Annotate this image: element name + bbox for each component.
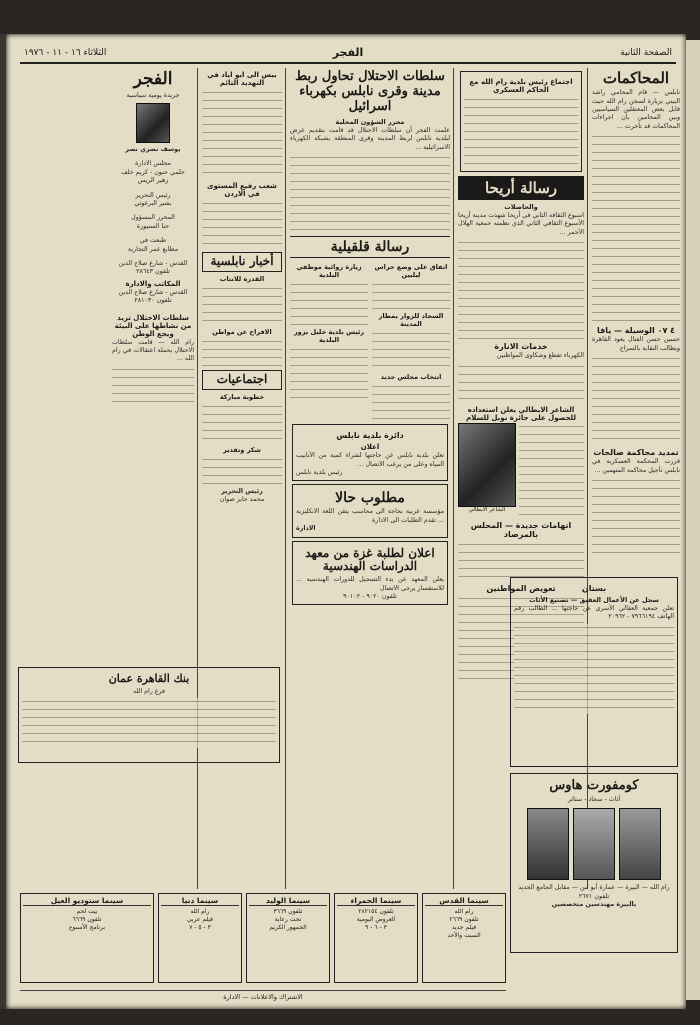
qalqilya-sub3: زيارة روائية موظفي البلدية bbox=[296, 263, 362, 280]
jericho-sub4: تعويض المواطنين bbox=[486, 583, 556, 593]
furniture-illustrations bbox=[514, 808, 674, 880]
cinema-listing bbox=[158, 893, 242, 983]
qalqilya-columns bbox=[290, 260, 450, 421]
furniture-image-3 bbox=[527, 808, 569, 880]
cinema-name: سينما الحمراء bbox=[337, 896, 415, 906]
responsible-editor: المحرر المسؤول حنا السنيورة bbox=[131, 214, 175, 230]
column-rule bbox=[453, 68, 454, 889]
trials-text-block bbox=[592, 133, 680, 323]
qalqilya-text-4 bbox=[290, 346, 368, 402]
admin-label: المكاتب والادارة bbox=[125, 279, 181, 288]
qalqilya-text-5 bbox=[372, 383, 450, 419]
wanted-title: مطلوب حالا bbox=[335, 490, 405, 507]
wanted-body: مؤسسة عربية بحاجة الى محاسب يتقن اللغة الانكليزية ... تقدم الطلبات الى الادارة bbox=[296, 508, 444, 524]
engineering-body: يعلن المعهد عن بدء التسجيل للدورات الهندسية ... للاستفسار يرجى الاتصال bbox=[296, 576, 444, 592]
trials-text-block-3 bbox=[592, 477, 680, 557]
qalqilya-text-1 bbox=[372, 281, 450, 309]
cinema-details: تلفون ٣٦٦٩ تحت رعاية الجمهور الكريم bbox=[269, 908, 307, 931]
jericho-sub3: اتهامات جديدة — المجلس بالمرصاد bbox=[470, 520, 572, 539]
qalqilya-text-3 bbox=[290, 281, 368, 325]
trials-sub2-body: قررت المحكمة العسكرية في نابلس تأجيل محاكمة المتهمين ... bbox=[592, 458, 680, 474]
qalqilya-col-b bbox=[290, 260, 368, 421]
cinema-details: تلفون ٢٨٢١٥٤ العروض اليومية ٣ - ٦ - ٩ bbox=[356, 908, 396, 931]
trials-sub2: تمديد محاكمة صالحات bbox=[593, 448, 679, 458]
paper-name: الفجر bbox=[332, 46, 364, 59]
ramallah-meeting-title: اجتماع رئيس بلدية رام الله مع الحاكم العسكري bbox=[469, 78, 573, 94]
masthead-sub: جريدة يومية سياسية bbox=[126, 91, 180, 99]
bank-body: فرع رام الله bbox=[132, 687, 166, 695]
qalqilya-headline: رسالة قلقيلية bbox=[290, 236, 450, 258]
notice-sign: رئيس بلدية نابلس bbox=[296, 468, 343, 476]
page-header bbox=[20, 46, 676, 64]
qalqilya-sub4: رئيس بلدية خليل يزور البلدية bbox=[293, 328, 365, 345]
briefs-text-6 bbox=[202, 456, 282, 486]
jericho-text-block-2 bbox=[458, 363, 584, 403]
news1-body: رام الله — قامت سلطات الاحتلال بحملة اعتقالات في رام الله ... bbox=[112, 338, 194, 363]
comfort-house-sub: أثاث - سجاد - ستائر bbox=[567, 795, 621, 803]
jericho-sub1: خدمات الانارة bbox=[494, 342, 548, 352]
jericho-sub1-body: الكهرباء تقطع وشكاوى المواطنين bbox=[496, 352, 584, 360]
bottom-note: الاشتراك والاعلانات — الادارة bbox=[20, 990, 506, 1001]
page-label: الصفحة الثانية bbox=[620, 48, 672, 58]
column-briefs bbox=[202, 68, 282, 889]
electricity-body: علمت الفجر أن سلطات الاحتلال قد قامت بتقديم عرض لبلدية نابلس لربط المدينة وقرى المنطقة بشبكة الكهرباء الاسرائيلية ... bbox=[290, 126, 450, 151]
engineering-ad bbox=[292, 541, 448, 606]
nablus-news-logo: أخبار نابلسية bbox=[202, 252, 282, 272]
wanted-ad bbox=[292, 484, 448, 537]
briefs-text-4 bbox=[202, 338, 282, 368]
cinema-details: بيت لحم تلفون ٦٦٦٩ برنامج الأسبوع bbox=[68, 908, 106, 931]
cinema-details: رام الله فيلم عربي ٣ - ٥ - ٧ bbox=[186, 908, 214, 931]
column-rule bbox=[285, 68, 286, 889]
cinema-listing bbox=[20, 893, 154, 983]
comfort-house-ad bbox=[510, 773, 678, 953]
briefs-text-5 bbox=[202, 403, 282, 443]
cinema-listing bbox=[334, 893, 418, 983]
engineering-title: اعلان لطلبة غزة من معهد الدراسات الهندسية bbox=[305, 545, 435, 574]
trials-text-block-2 bbox=[592, 355, 680, 445]
poet-text bbox=[519, 423, 584, 518]
bank-ad bbox=[18, 667, 280, 763]
briefs-sub4: الافراح عن مواطن bbox=[212, 327, 272, 336]
qalqilya-sub5: انتخاب مجلس جديد bbox=[380, 373, 442, 382]
society-ad bbox=[510, 577, 678, 767]
briefs-sign2: محمد جابر صوان bbox=[219, 496, 265, 503]
issue-date: الثلاثاء ١٦ - ١١ - ١٩٧٦ bbox=[24, 48, 107, 58]
cinema-name: سينما الوليد bbox=[249, 896, 327, 906]
editor-name: يوسف نصري نصر bbox=[125, 145, 181, 153]
wanted-sign: الادارة bbox=[296, 525, 316, 533]
cinema-listing bbox=[246, 893, 330, 983]
ramallah-meeting-box bbox=[460, 71, 582, 172]
notice-sub: اعلان bbox=[360, 443, 380, 452]
news1-text-block bbox=[112, 366, 194, 406]
furniture-image-1 bbox=[619, 808, 661, 880]
ramallah-meeting-text bbox=[464, 96, 578, 166]
furniture-image-2 bbox=[573, 808, 615, 880]
jericho-text-block-3 bbox=[458, 541, 584, 581]
board-list: مجلس الادارة حلمي حنون - كريم خلف زهير الريس bbox=[121, 160, 185, 185]
trials-sub1-body: حسين حسن الفتال يعود القاهرة ويطالب النقابة بالسراح bbox=[592, 336, 680, 352]
cinema-name: سينما ستوديو العيل bbox=[23, 896, 151, 906]
trials-sub1: ٤ ٠٧ الوسيلة — يافا bbox=[596, 326, 676, 336]
printer: طبعت في مطابع عمر التجارية bbox=[127, 237, 179, 253]
briefs-sign1: رئيس التحرير bbox=[221, 487, 263, 495]
jericho-headline: رسالة أريحا bbox=[458, 176, 584, 200]
briefs-text-3 bbox=[202, 285, 282, 325]
column-masthead bbox=[112, 68, 194, 889]
society-ad-sub: سجل عن الأعمال العقيق — تصنيع الأثاث bbox=[529, 596, 659, 604]
newspaper-page bbox=[6, 34, 686, 1009]
trials-body: نابلس — قام المحامي راشد البيتي بزيارة لسجن رام الله حيث قابل بعض المعتقلين السياسيين وبين المحامين بأن اجراءات المحاكمات قد تأخرت ... bbox=[592, 89, 680, 130]
briefs-text-1 bbox=[202, 89, 282, 179]
notice-title: دائرة بلدية نابلس bbox=[336, 431, 404, 441]
society-ad-text: تعلن جمعية العقالي الأسرى عن حاجتها ... الطالب رقم الهاتف ٧٩٦٦١٩٤ - ٢٠٩٦٢ bbox=[514, 605, 674, 621]
comfort-house-address: رام الله — البيرة — عمارة أبو لبن — مقابل الجامع الجديد تلفون ٢٦٧١ bbox=[518, 884, 670, 900]
poet-caption: الشاعر الايطالي bbox=[468, 506, 506, 513]
jericho-text-block bbox=[458, 239, 584, 339]
poet-photo bbox=[458, 423, 516, 507]
next-page-edge bbox=[686, 40, 700, 1000]
address: القدس - شارع صلاح الدين تلفون ٢٨٦٤٣ bbox=[118, 260, 188, 276]
poet-photo-wrap bbox=[458, 423, 516, 518]
masthead-title: الفجر bbox=[133, 69, 173, 89]
society-ad-title: بستان bbox=[581, 584, 607, 593]
electricity-byline: محرر الشؤون المحلية bbox=[335, 117, 405, 126]
column-rule bbox=[197, 68, 198, 889]
society-ad-lines bbox=[514, 624, 674, 714]
jericho-sub-label: والحاصلات bbox=[504, 203, 538, 211]
qalqilya-text-2 bbox=[372, 330, 450, 370]
briefs-text-2 bbox=[202, 200, 282, 250]
briefs-sub2: شعب رفيع المستوى في الاردن bbox=[207, 182, 277, 198]
editor-photo bbox=[136, 103, 170, 143]
nablus-municipality-notice bbox=[292, 424, 448, 481]
briefs-sub1: بيس الى ابو اياد في التهديد التائم bbox=[207, 71, 277, 87]
briefs-sub6: شكر وتقدير bbox=[223, 445, 261, 454]
comfort-house-title: كومفورت هاوس bbox=[549, 778, 639, 793]
bank-title: بنك القاهرة عمان bbox=[108, 672, 190, 685]
cinema-listing bbox=[422, 893, 506, 983]
bank-text bbox=[22, 698, 276, 748]
qalqilya-sub2: السجاد للزوار بمطار المدينة bbox=[378, 312, 444, 329]
poet-row bbox=[458, 423, 584, 518]
briefs-sub3: القدرة للانتاب bbox=[219, 274, 265, 283]
trials-headline: المحاكمات bbox=[602, 69, 670, 87]
news1-title: سلطات الاحتلال تزيد من نشاطها على البيئة ويجع الوطن bbox=[114, 313, 192, 338]
jericho-body: اسبوع الثقافة الثاني في أريحا شهدت مدينة أريحا الأسبوع الثقافي الثاني الذي نظمته جمعية الهلال الأحمر ... bbox=[458, 212, 584, 236]
column-center bbox=[290, 68, 450, 889]
engineering-phone: تلفون ٩٠٢٠ - ٩٠١٠٢ bbox=[343, 593, 397, 601]
admin-address: القدس - شارع صلاح الدين تلفون ٢٨١٠٣٠ bbox=[118, 288, 188, 305]
qalqilya-col-a bbox=[372, 260, 450, 421]
social-logo: اجتماعيات bbox=[202, 370, 282, 390]
cinema-details: رام الله تلفون ٢٦٦٩ فيلم جديد السبت والأحد bbox=[447, 908, 481, 939]
briefs-sub5: خطوبة مباركة bbox=[219, 392, 265, 401]
poet-headline: الشاعر الايطالي يعلن استعداده للحصول على جائزة نوبل للسلام bbox=[465, 405, 577, 422]
electricity-text-block bbox=[290, 154, 450, 234]
notice-body: تعلن بلدية نابلس عن حاجتها لشراء كمية من الأنابيب المياه وعلى من يرغب الاتصال ... bbox=[296, 452, 444, 468]
comfort-house-note: بالبيرة مهندسين متخصصين bbox=[551, 901, 637, 909]
chief-editor: رئيس التحرير بشير البرغوثي bbox=[134, 191, 172, 207]
cinema-name: سينما القدس bbox=[425, 896, 503, 906]
electricity-headline: سلطات الاحتلال تحاول ربط مدينة وقرى نابلس بكهرباء اسرائيل bbox=[295, 69, 445, 114]
cinema-name: سينما دنيا bbox=[161, 896, 239, 906]
qalqilya-sub1: اتفاق على وضع حراس ليليين bbox=[374, 263, 448, 280]
